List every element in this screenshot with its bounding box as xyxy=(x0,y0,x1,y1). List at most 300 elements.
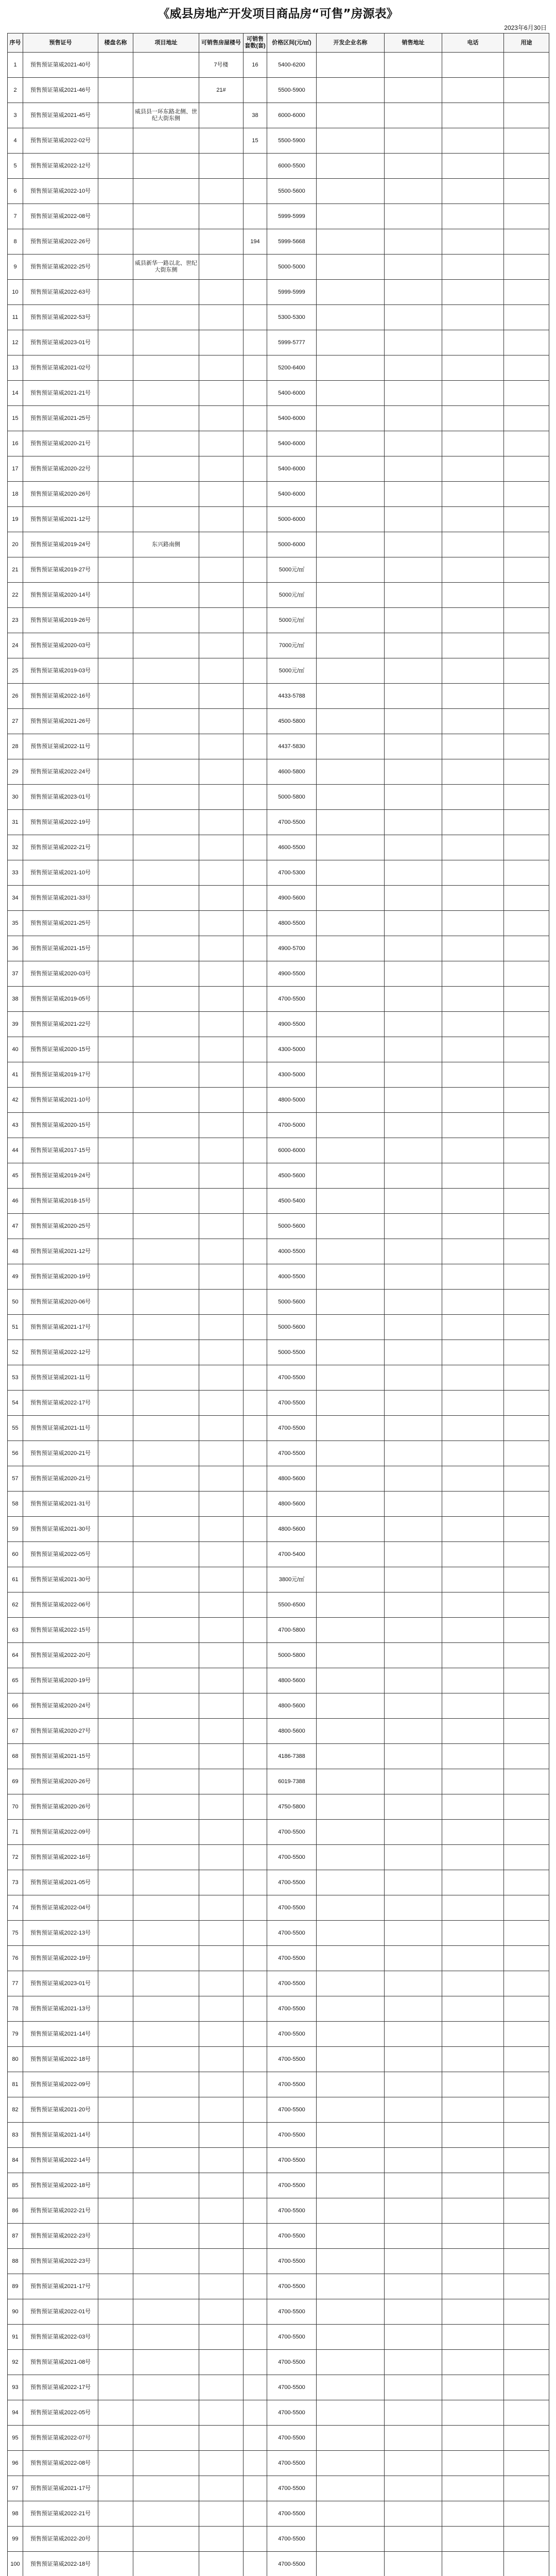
developer-name xyxy=(317,1492,385,1517)
developer-name xyxy=(317,431,385,456)
price-range: 4700-5500 xyxy=(267,2527,317,2552)
project-address xyxy=(133,2173,199,2198)
usage-type xyxy=(504,456,549,482)
table-row xyxy=(8,154,549,179)
units-count xyxy=(244,1719,267,1744)
table-row xyxy=(8,305,549,330)
sales-address xyxy=(385,78,442,103)
header-cell: 序号 xyxy=(8,33,23,53)
sales-address xyxy=(385,1037,442,1062)
sales-address xyxy=(385,835,442,860)
developer-name xyxy=(317,1340,385,1365)
sales-address xyxy=(385,2224,442,2249)
price-range: 4700-5500 xyxy=(267,2198,317,2224)
price-range: 4500-5600 xyxy=(267,1163,317,1189)
project-name xyxy=(98,1365,133,1391)
phone-number xyxy=(442,1996,504,2022)
permit-number: 预售预证第威2023-01号 xyxy=(23,330,98,355)
units-count xyxy=(244,1214,267,1239)
permit-number: 预售预证第威2021-31号 xyxy=(23,1492,98,1517)
usage-type xyxy=(504,1365,549,1391)
developer-name xyxy=(317,330,385,355)
sales-address xyxy=(385,381,442,406)
units-count xyxy=(244,2476,267,2501)
usage-type xyxy=(504,1769,549,1794)
usage-type xyxy=(504,1744,549,1769)
usage-type xyxy=(504,2375,549,2400)
building-number xyxy=(199,1794,244,1820)
price-range: 4437-5830 xyxy=(267,734,317,759)
row-number: 11 xyxy=(8,305,23,330)
usage-type xyxy=(504,1895,549,1921)
project-address xyxy=(133,936,199,961)
sales-address xyxy=(385,2350,442,2375)
price-range: 6000-6000 xyxy=(267,1138,317,1163)
price-range: 4500-5800 xyxy=(267,709,317,734)
phone-number xyxy=(442,2198,504,2224)
permit-number: 预售预证第威2021-15号 xyxy=(23,936,98,961)
building-number xyxy=(199,1744,244,1769)
permit-number: 预售预证第威2022-21号 xyxy=(23,2501,98,2527)
row-number: 15 xyxy=(8,406,23,431)
table-row xyxy=(8,2451,549,2476)
project-name xyxy=(98,280,133,305)
sales-address xyxy=(385,810,442,835)
project-address xyxy=(133,1618,199,1643)
row-number: 1 xyxy=(8,53,23,78)
project-address xyxy=(133,229,199,255)
units-count xyxy=(244,709,267,734)
table-row xyxy=(8,1592,549,1618)
usage-type xyxy=(504,583,549,608)
developer-name xyxy=(317,229,385,255)
table-row xyxy=(8,1037,549,1062)
sales-address xyxy=(385,532,442,557)
project-address xyxy=(133,583,199,608)
building-number xyxy=(199,1012,244,1037)
project-address xyxy=(133,2350,199,2375)
sales-address xyxy=(385,1517,442,1542)
permit-number: 预售预证第威2022-17号 xyxy=(23,2375,98,2400)
units-count xyxy=(244,2375,267,2400)
phone-number xyxy=(442,1643,504,1668)
row-number: 35 xyxy=(8,911,23,936)
permit-number: 预售预证第威2022-05号 xyxy=(23,2400,98,2426)
row-number: 44 xyxy=(8,1138,23,1163)
usage-type xyxy=(504,734,549,759)
units-count xyxy=(244,2148,267,2173)
units-count xyxy=(244,810,267,835)
price-range: 4900-5600 xyxy=(267,886,317,911)
header-cell: 可销售套数(套) xyxy=(244,33,267,53)
sales-address xyxy=(385,2527,442,2552)
header-cell: 项目地址 xyxy=(133,33,199,53)
sales-address xyxy=(385,305,442,330)
permit-number: 预售预证第威2020-14号 xyxy=(23,583,98,608)
phone-number xyxy=(442,911,504,936)
units-count xyxy=(244,2123,267,2148)
row-number: 69 xyxy=(8,1769,23,1794)
price-range: 4700-5500 xyxy=(267,2224,317,2249)
project-name xyxy=(98,103,133,128)
project-address xyxy=(133,1946,199,1971)
usage-type xyxy=(504,2198,549,2224)
permit-number: 预售预证第威2022-14号 xyxy=(23,2148,98,2173)
row-number: 92 xyxy=(8,2350,23,2375)
project-name xyxy=(98,810,133,835)
sales-address xyxy=(385,53,442,78)
phone-number xyxy=(442,330,504,355)
building-number xyxy=(199,2325,244,2350)
permit-number: 预售预证第威2021-11号 xyxy=(23,1365,98,1391)
building-number xyxy=(199,2097,244,2123)
table-row xyxy=(8,886,549,911)
phone-number xyxy=(442,709,504,734)
price-range: 5400-6000 xyxy=(267,456,317,482)
permit-number: 预售预证第威2020-22号 xyxy=(23,456,98,482)
project-name xyxy=(98,1340,133,1365)
usage-type xyxy=(504,1668,549,1693)
permit-number: 预售预证第威2019-24号 xyxy=(23,532,98,557)
permit-number: 预售预证第威2020-27号 xyxy=(23,1719,98,1744)
project-name xyxy=(98,1921,133,1946)
building-number xyxy=(199,684,244,709)
table-row xyxy=(8,204,549,229)
housing-table xyxy=(7,33,549,2576)
phone-number xyxy=(442,1264,504,1290)
table-row xyxy=(8,53,549,78)
phone-number xyxy=(442,2148,504,2173)
phone-number xyxy=(442,633,504,658)
units-count xyxy=(244,2072,267,2097)
usage-type xyxy=(504,709,549,734)
phone-number xyxy=(442,1037,504,1062)
row-number: 56 xyxy=(8,1441,23,1466)
project-address xyxy=(133,2224,199,2249)
units-count: 16 xyxy=(244,53,267,78)
units-count xyxy=(244,2426,267,2451)
project-name xyxy=(98,1794,133,1820)
developer-name xyxy=(317,2097,385,2123)
usage-type xyxy=(504,2426,549,2451)
project-address xyxy=(133,1012,199,1037)
phone-number xyxy=(442,2527,504,2552)
price-range: 5000元/㎡ xyxy=(267,583,317,608)
sales-address xyxy=(385,658,442,684)
units-count xyxy=(244,633,267,658)
sales-address xyxy=(385,2451,442,2476)
project-name xyxy=(98,1643,133,1668)
phone-number xyxy=(442,1088,504,1113)
table-row xyxy=(8,2552,549,2576)
permit-number: 预售预证第威2023-01号 xyxy=(23,1971,98,1996)
permit-number: 预售预证第威2021-25号 xyxy=(23,911,98,936)
project-address xyxy=(133,2097,199,2123)
sales-address xyxy=(385,1214,442,1239)
usage-type xyxy=(504,1820,549,1845)
price-range: 5400-6000 xyxy=(267,431,317,456)
project-name xyxy=(98,1492,133,1517)
usage-type xyxy=(504,1921,549,1946)
project-address xyxy=(133,961,199,987)
sales-address xyxy=(385,103,442,128)
project-name xyxy=(98,1441,133,1466)
building-number xyxy=(199,1517,244,1542)
table-row xyxy=(8,1794,549,1820)
developer-name xyxy=(317,2451,385,2476)
units-count xyxy=(244,987,267,1012)
permit-number: 预售预证第威2022-18号 xyxy=(23,2552,98,2576)
row-number: 32 xyxy=(8,835,23,860)
permit-number: 预售预证第威2019-05号 xyxy=(23,987,98,1012)
price-range: 4700-5000 xyxy=(267,1113,317,1138)
usage-type xyxy=(504,2451,549,2476)
project-name xyxy=(98,2047,133,2072)
row-number: 21 xyxy=(8,557,23,583)
units-count xyxy=(244,2400,267,2426)
project-name xyxy=(98,2097,133,2123)
project-address xyxy=(133,2426,199,2451)
usage-type xyxy=(504,1693,549,1719)
project-address xyxy=(133,2375,199,2400)
project-name xyxy=(98,911,133,936)
project-address xyxy=(133,2552,199,2576)
table-row xyxy=(8,1492,549,1517)
usage-type xyxy=(504,1189,549,1214)
developer-name xyxy=(317,2299,385,2325)
project-address xyxy=(133,1239,199,1264)
usage-type xyxy=(504,608,549,633)
building-number xyxy=(199,2350,244,2375)
developer-name xyxy=(317,1062,385,1088)
usage-type xyxy=(504,1643,549,1668)
project-name xyxy=(98,1845,133,1870)
sales-address xyxy=(385,2552,442,2576)
price-range: 4186-7388 xyxy=(267,1744,317,1769)
table-row xyxy=(8,1441,549,1466)
units-count xyxy=(244,1264,267,1290)
building-number xyxy=(199,1769,244,1794)
developer-name xyxy=(317,835,385,860)
permit-number: 预售预证第威2021-21号 xyxy=(23,381,98,406)
table-row xyxy=(8,1340,549,1365)
building-number xyxy=(199,2274,244,2299)
project-address xyxy=(133,154,199,179)
building-number xyxy=(199,255,244,280)
usage-type xyxy=(504,1466,549,1492)
building-number xyxy=(199,280,244,305)
price-range: 4300-5000 xyxy=(267,1037,317,1062)
permit-number: 预售预证第威2022-23号 xyxy=(23,2224,98,2249)
project-name xyxy=(98,179,133,204)
developer-name xyxy=(317,1845,385,1870)
units-count xyxy=(244,557,267,583)
building-number xyxy=(199,1290,244,1315)
units-count xyxy=(244,608,267,633)
units-count xyxy=(244,507,267,532)
table-row xyxy=(8,431,549,456)
developer-name xyxy=(317,1744,385,1769)
sales-address xyxy=(385,1264,442,1290)
developer-name xyxy=(317,1290,385,1315)
developer-name xyxy=(317,785,385,810)
table-row xyxy=(8,1012,549,1037)
header-cell: 价格区间(元/㎡) xyxy=(267,33,317,53)
project-name xyxy=(98,2022,133,2047)
permit-number: 预售预证第威2022-06号 xyxy=(23,1592,98,1618)
project-address xyxy=(133,1567,199,1592)
project-name xyxy=(98,1290,133,1315)
permit-number: 预售预证第威2022-25号 xyxy=(23,255,98,280)
row-number: 57 xyxy=(8,1466,23,1492)
row-number: 50 xyxy=(8,1290,23,1315)
project-address xyxy=(133,1921,199,1946)
developer-name xyxy=(317,1138,385,1163)
table-row xyxy=(8,1895,549,1921)
usage-type xyxy=(504,1870,549,1895)
developer-name xyxy=(317,860,385,886)
usage-type xyxy=(504,2047,549,2072)
row-number: 90 xyxy=(8,2299,23,2325)
phone-number xyxy=(442,179,504,204)
project-address xyxy=(133,684,199,709)
building-number xyxy=(199,1062,244,1088)
price-range: 4700-5500 xyxy=(267,2476,317,2501)
units-count xyxy=(244,2299,267,2325)
sales-address xyxy=(385,2501,442,2527)
project-address xyxy=(133,2274,199,2299)
building-number xyxy=(199,381,244,406)
row-number: 63 xyxy=(8,1618,23,1643)
price-range: 4700-5500 xyxy=(267,1845,317,1870)
building-number xyxy=(199,330,244,355)
row-number: 86 xyxy=(8,2198,23,2224)
sales-address xyxy=(385,709,442,734)
price-range: 5000元/㎡ xyxy=(267,658,317,684)
phone-number xyxy=(442,2350,504,2375)
units-count xyxy=(244,2097,267,2123)
developer-name xyxy=(317,1037,385,1062)
usage-type xyxy=(504,684,549,709)
row-number: 49 xyxy=(8,1264,23,1290)
table-row xyxy=(8,961,549,987)
units-count xyxy=(244,1315,267,1340)
building-number xyxy=(199,2047,244,2072)
sales-address xyxy=(385,204,442,229)
permit-number: 预售预证第威2022-08号 xyxy=(23,204,98,229)
sales-address xyxy=(385,1416,442,1441)
developer-name xyxy=(317,911,385,936)
developer-name xyxy=(317,2047,385,2072)
table-row xyxy=(8,482,549,507)
table-row xyxy=(8,355,549,381)
sales-address xyxy=(385,2400,442,2426)
project-address xyxy=(133,1062,199,1088)
project-address xyxy=(133,1264,199,1290)
units-count xyxy=(244,431,267,456)
project-name xyxy=(98,2173,133,2198)
phone-number xyxy=(442,2426,504,2451)
developer-name xyxy=(317,1618,385,1643)
table-header-row xyxy=(8,33,549,53)
price-range: 4700-5500 xyxy=(267,1946,317,1971)
developer-name xyxy=(317,886,385,911)
price-range: 4000-5500 xyxy=(267,1239,317,1264)
row-number: 16 xyxy=(8,431,23,456)
phone-number xyxy=(442,1668,504,1693)
sales-address xyxy=(385,2249,442,2274)
units-count xyxy=(244,759,267,785)
building-number xyxy=(199,1693,244,1719)
price-range: 5000元/㎡ xyxy=(267,557,317,583)
price-range: 4300-5000 xyxy=(267,1062,317,1088)
developer-name xyxy=(317,1113,385,1138)
project-name xyxy=(98,1138,133,1163)
permit-number: 预售预证第威2021-14号 xyxy=(23,2022,98,2047)
building-number xyxy=(199,229,244,255)
sales-address xyxy=(385,456,442,482)
developer-name xyxy=(317,1996,385,2022)
row-number: 83 xyxy=(8,2123,23,2148)
units-count xyxy=(244,2224,267,2249)
phone-number xyxy=(442,2299,504,2325)
permit-number: 预售预证第威2020-26号 xyxy=(23,1794,98,1820)
table-row xyxy=(8,785,549,810)
table-row xyxy=(8,2527,549,2552)
price-range: 4700-5500 xyxy=(267,2274,317,2299)
usage-type xyxy=(504,2552,549,2576)
permit-number: 预售预证第威2021-30号 xyxy=(23,1567,98,1592)
units-count xyxy=(244,1668,267,1693)
usage-type xyxy=(504,1163,549,1189)
building-number xyxy=(199,305,244,330)
row-number: 51 xyxy=(8,1315,23,1340)
permit-number: 预售预证第威2020-19号 xyxy=(23,1264,98,1290)
sales-address xyxy=(385,1744,442,1769)
phone-number xyxy=(442,961,504,987)
project-address xyxy=(133,330,199,355)
permit-number: 预售预证第威2021-46号 xyxy=(23,78,98,103)
units-count xyxy=(244,1744,267,1769)
price-range: 4800-5000 xyxy=(267,1088,317,1113)
sales-address xyxy=(385,2047,442,2072)
table-row xyxy=(8,2097,549,2123)
usage-type xyxy=(504,1542,549,1567)
developer-name xyxy=(317,709,385,734)
row-number: 43 xyxy=(8,1113,23,1138)
table-row xyxy=(8,1189,549,1214)
building-number xyxy=(199,2476,244,2501)
permit-number: 预售预证第威2019-24号 xyxy=(23,1163,98,1189)
developer-name xyxy=(317,280,385,305)
phone-number xyxy=(442,1542,504,1567)
phone-number xyxy=(442,1290,504,1315)
permit-number: 预售预证第威2021-12号 xyxy=(23,507,98,532)
project-address xyxy=(133,658,199,684)
building-number xyxy=(199,2072,244,2097)
table-row xyxy=(8,2350,549,2375)
project-name xyxy=(98,1895,133,1921)
permit-number: 预售预证第威2022-53号 xyxy=(23,305,98,330)
usage-type xyxy=(504,2123,549,2148)
project-name xyxy=(98,1542,133,1567)
price-range: 5999-5668 xyxy=(267,229,317,255)
phone-number xyxy=(442,1315,504,1340)
phone-number xyxy=(442,936,504,961)
permit-number: 预售预证第威2021-20号 xyxy=(23,2097,98,2123)
usage-type xyxy=(504,2350,549,2375)
table-row xyxy=(8,2148,549,2173)
